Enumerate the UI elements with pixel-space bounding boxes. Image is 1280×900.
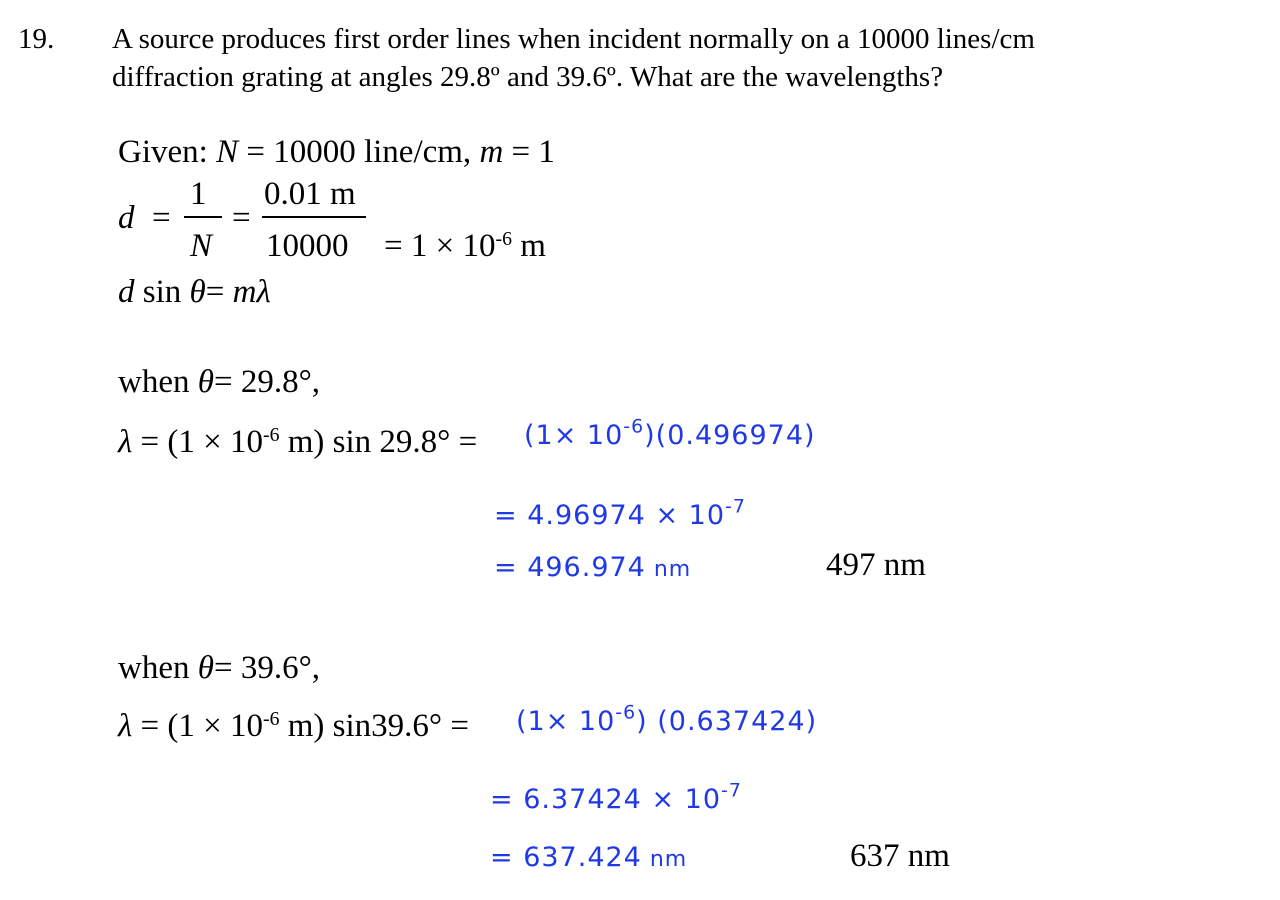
case1-hand2-exp: -7 [725, 495, 746, 518]
case2-hand2-prefix: = 6.37424 × 10 [490, 784, 722, 815]
case2-expr-suffix: m) sin39.6° = [279, 708, 469, 744]
question-line-1: A source produces first order lines when incident normally on a 10000 lines/cm [112, 23, 1035, 55]
case2-expression [118, 706, 469, 746]
fraction-1-denominator: N [190, 228, 213, 264]
case1-when-text: when [118, 364, 198, 400]
case1-hand2-prefix: = 4.96974 × 10 [494, 500, 726, 531]
case2-when [118, 648, 320, 688]
case2-hand1-prefix: (1× 10 [516, 706, 616, 737]
case2-theta: θ [197, 650, 214, 686]
case1-theta: θ [197, 364, 214, 400]
case2-hand2-exp: -7 [721, 779, 742, 802]
case1-hand1-prefix: (1× 10 [524, 420, 624, 451]
case1-hand3-unit: nm [645, 557, 692, 582]
case2-expr-exp: -6 [263, 708, 280, 731]
d-result [384, 226, 546, 266]
grating-equation [118, 272, 271, 312]
case1-handwritten-line-3 [494, 552, 691, 583]
grating-m-lambda: mλ [232, 274, 271, 310]
case1-lambda: λ [118, 424, 133, 460]
question-number: 19. [18, 23, 55, 55]
grating-eq: = [205, 274, 233, 310]
case1-angle: = 29.8°, [213, 364, 321, 400]
fraction-2-denominator: 10000 [266, 228, 349, 264]
d-result-exp: -6 [495, 228, 512, 251]
case2-hand3: = 637.424 [490, 842, 642, 873]
case2-handwritten-line-3 [490, 842, 687, 873]
case1-expr-exp: -6 [263, 424, 280, 447]
case2-angle: = 39.6°, [213, 650, 321, 686]
grating-theta: θ [189, 274, 206, 310]
given-N: N [216, 134, 239, 170]
case2-hand1-suffix: ) (0.637424) [636, 706, 818, 737]
case2-handwritten-line-2 [490, 779, 742, 815]
case1-hand3: = 496.974 [494, 552, 646, 583]
d-equals-2: = [232, 200, 251, 236]
case1-expr-suffix: m) sin 29.8° = [279, 424, 478, 460]
given-n-value: = 10000 line/cm, [238, 134, 480, 170]
d-symbol: d [118, 200, 135, 236]
fraction-1-numerator: 1 [190, 176, 207, 212]
case2-hand3-unit: nm [641, 847, 688, 872]
case1-hand1-exp: -6 [623, 415, 645, 438]
case2-expr-prefix: = (1 × 10 [132, 708, 264, 744]
case1-when [118, 362, 320, 402]
fraction-1-bar [184, 216, 222, 218]
case1-expression [118, 422, 477, 462]
d-result-unit: m [511, 228, 546, 264]
case2-when-text: when [118, 650, 198, 686]
d-equals-1: = [152, 200, 171, 236]
grating-d: d [118, 274, 135, 310]
d-result-prefix: = 1 × 10 [384, 228, 496, 264]
question-line-2: diffraction grating at angles 29.8º and 39.6º. What are the wavelengths? [112, 61, 944, 93]
case2-lambda: λ [118, 708, 133, 744]
case2-hand1-exp: -6 [615, 701, 637, 724]
given-m-value: = 1 [503, 134, 555, 170]
fraction-2-bar [262, 216, 366, 218]
given-line [118, 132, 555, 172]
fraction-2-numerator: 0.01 m [264, 176, 356, 212]
grating-sin: sin [134, 274, 190, 310]
case1-handwritten-line-2 [494, 495, 746, 531]
case2-handwritten-line-1 [516, 701, 818, 737]
case2-answer: 637 nm [850, 838, 950, 874]
given-prefix: Given: [118, 134, 217, 170]
case1-answer: 497 nm [826, 547, 926, 583]
case1-handwritten-line-1 [524, 415, 816, 451]
given-m: m [479, 134, 504, 170]
case1-expr-prefix: = (1 × 10 [132, 424, 264, 460]
case1-hand1-suffix: )(0.496974) [644, 420, 816, 451]
